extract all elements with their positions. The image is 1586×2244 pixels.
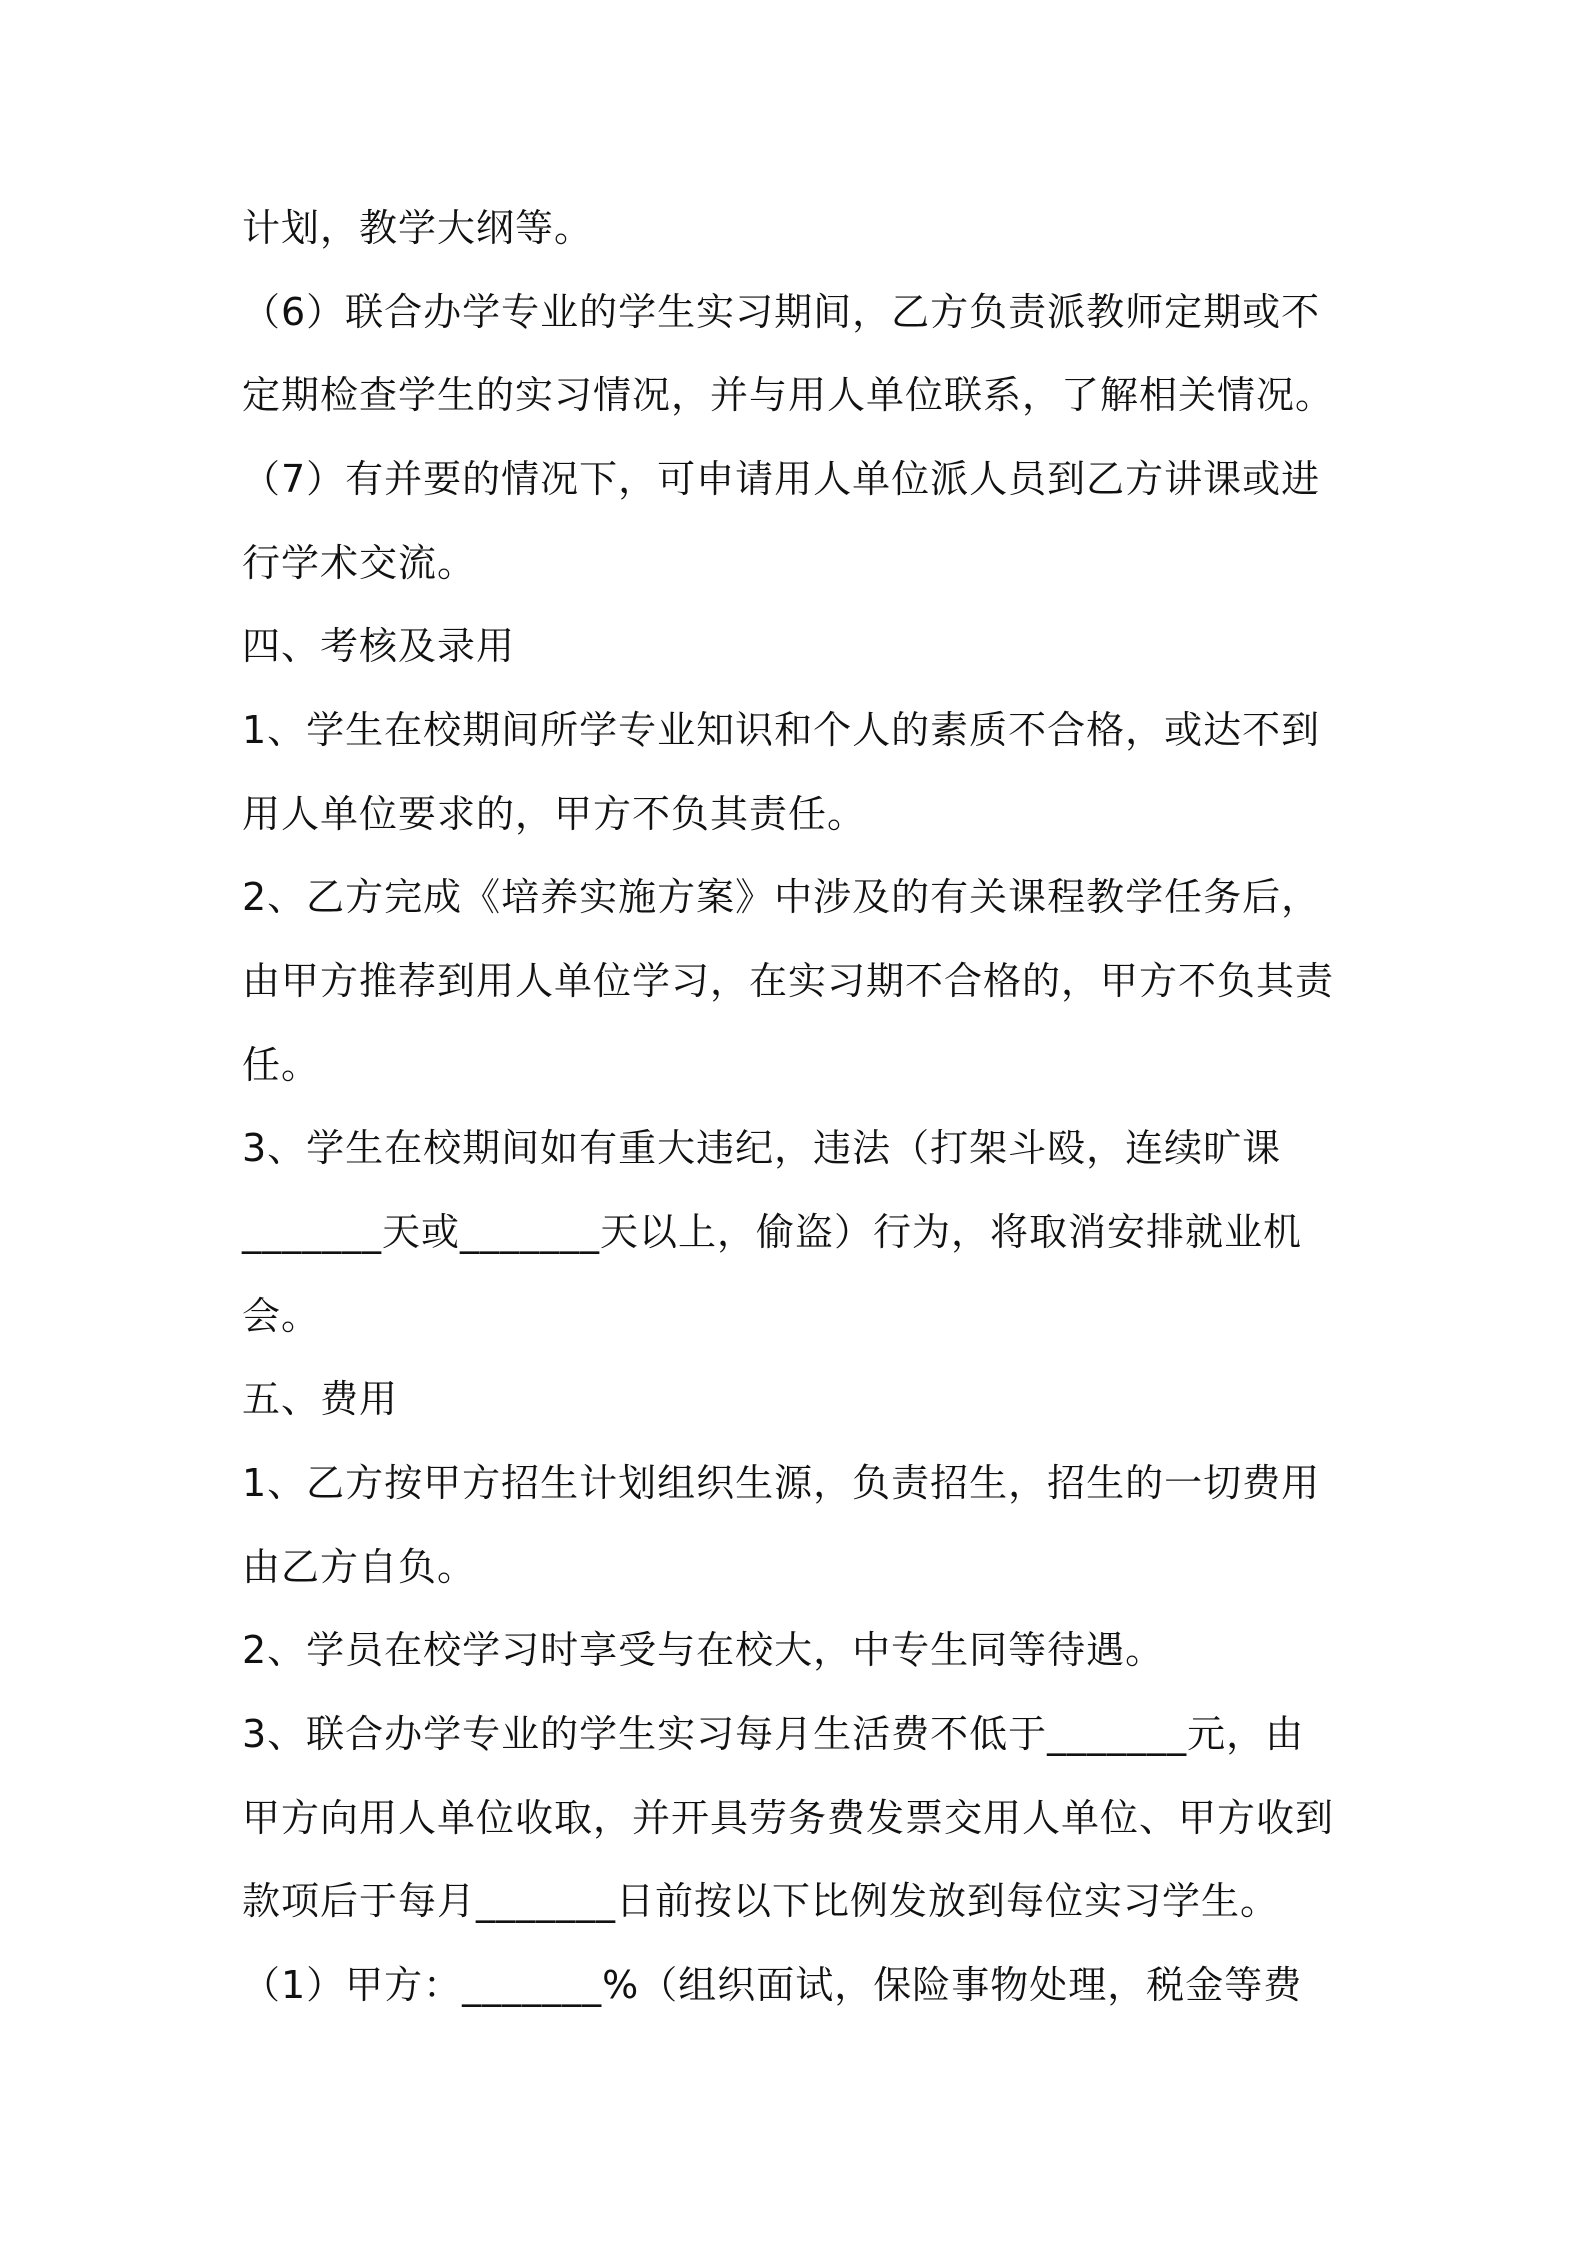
text-line: 3、联合办学专业的学生实习每月生活费不低于_______元，由: [242, 1712, 1305, 1756]
text-line: 定期检查学生的实习情况，并与用人单位联系，了解相关情况。: [242, 373, 1335, 417]
text-line: 计划，教学大纲等。: [242, 206, 594, 250]
text-line: 3、学生在校期间如有重大违纪，违法（打架斗殴，连续旷课: [242, 1126, 1282, 1170]
text-line: 由乙方自负。: [242, 1545, 477, 1589]
text-line: （6）联合办学专业的学生实习期间，乙方负责派教师定期或不: [242, 290, 1321, 334]
text-line: 1、乙方按甲方招生计划组织生源，负责招生，招生的一切费用: [242, 1461, 1321, 1505]
text-line: 1、学生在校期间所学专业知识和个人的素质不合格，或达不到: [242, 708, 1321, 752]
text-line: 2、乙方完成《培养实施方案》中涉及的有关课程教学任务后，: [242, 875, 1321, 919]
text-line: （7）有并要的情况下，可申请用人单位派人员到乙方讲课或进: [242, 457, 1321, 501]
text-line: （1）甲方：_______%（组织面试，保险事物处理，税金等费: [242, 1963, 1303, 2007]
text-line: 2、学员在校学习时享受与在校大，中专生同等待遇。: [242, 1628, 1165, 1672]
text-line: 会。: [242, 1294, 321, 1338]
text-line: 款项后于每月_______日前按以下比例发放到每位实习学生。: [242, 1879, 1280, 1923]
section-heading: 四、考核及录用: [242, 624, 516, 668]
text-line: 甲方向用人单位收取，并开具劳务费发票交用人单位、甲方收到: [242, 1796, 1335, 1840]
text-line: 由甲方推荐到用人单位学习，在实习期不合格的，甲方不负其责: [242, 959, 1335, 1003]
section-heading: 五、费用: [242, 1377, 399, 1421]
text-line: 用人单位要求的，甲方不负其责任。: [242, 792, 867, 836]
text-line: _______天或_______天以上，偷盗）行为，将取消安排就业机: [242, 1210, 1303, 1254]
text-line: 行学术交流。: [242, 541, 477, 585]
text-line: 任。: [242, 1043, 321, 1087]
